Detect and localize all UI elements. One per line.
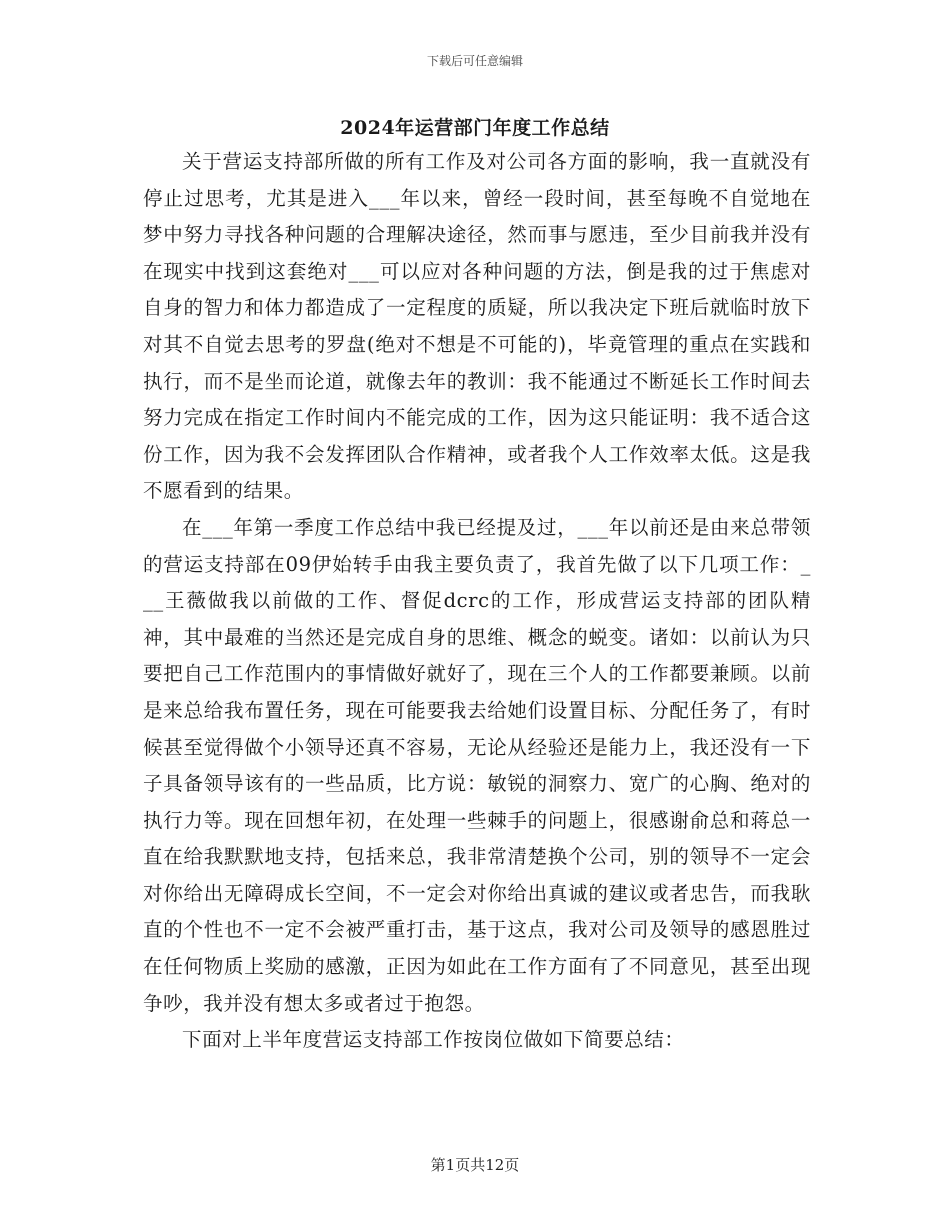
paragraph-3: 下面对上半年度营运支持部工作按岗位做如下简要总结：: [182, 1028, 685, 1052]
document-title: 2024年运营部门年度工作总结: [340, 117, 610, 139]
page-number: 第1页共12页: [430, 1156, 520, 1174]
paragraph-1: 关于营运支持部所做的所有工作及对公司各方面的影响，我一直就没有停止过思考，尤其是进入___年以来，曾经一段时间，甚至每晚不自觉地在梦中努力寻找各种问题的合理解决途径，然而事与愿违，至少目前我并没有在现实中找到这套绝对___可以应对各种问题的方法，倒是我的过于焦虑对自身的智力和体力都造成了一定程度的质疑，所以我决定下班后就临时放下对其不自觉去思考的罗盘(绝对不想是不可能的)，毕竟管理的重点在实践和执行，而不是坐而论道，就像去年的教训：我不能通过不断延长工作时间去努力完成在指定工作时间内不能完成的工作，因为这只能证明：我不适合这份工作，因为我不会发挥团队合作精神，或者我个人工作效率太低。这是我不愿看到的结果。: [143, 150, 811, 503]
paragraph-2: 在___年第一季度工作总结中我已经提及过，___年以前还是由来总带领的营运支持部在09伊始转手由我主要负责了，我首先做了以下几项工作：___王薇做我以前做的工作、督促dcrc的工作，形成营运支持部的团队精神，其中最难的当然还是完成自身的思维、概念的蜕变。诸如：以前认为只要把自己工作范围内的事情做好就好了，现在三个人的工作都要兼顾。以前是来总给我布置任务，现在可能要我去给她们设置目标、分配任务了，有时候甚至觉得做个小领导还真不容易，无论从经验还是能力上，我还没有一下子具备领导该有的一些品质，比方说：敏锐的洞察力、宽广的心胸、绝对的执行力等。现在回想年初，在处理一些棘手的问题上，很感谢俞总和蒋总一直在给我默默地支持，包括来总，我非常清楚换个公司，别的领导不一定会对你给出无障碍成长空间，不一定会对你给出真诚的建议或者忠告，而我耿直的个性也不一定不会被严重打击，基于这点，我对公司及领导的感恩胜过在任何物质上奖励的感激，正因为如此在工作方面有了不同意见，甚至出现争吵，我并没有想太多或者过于抱怨。: [143, 515, 811, 1015]
document-body: [143, 144, 811, 1059]
page-header-note: 下载后可任意编辑: [426, 54, 523, 68]
